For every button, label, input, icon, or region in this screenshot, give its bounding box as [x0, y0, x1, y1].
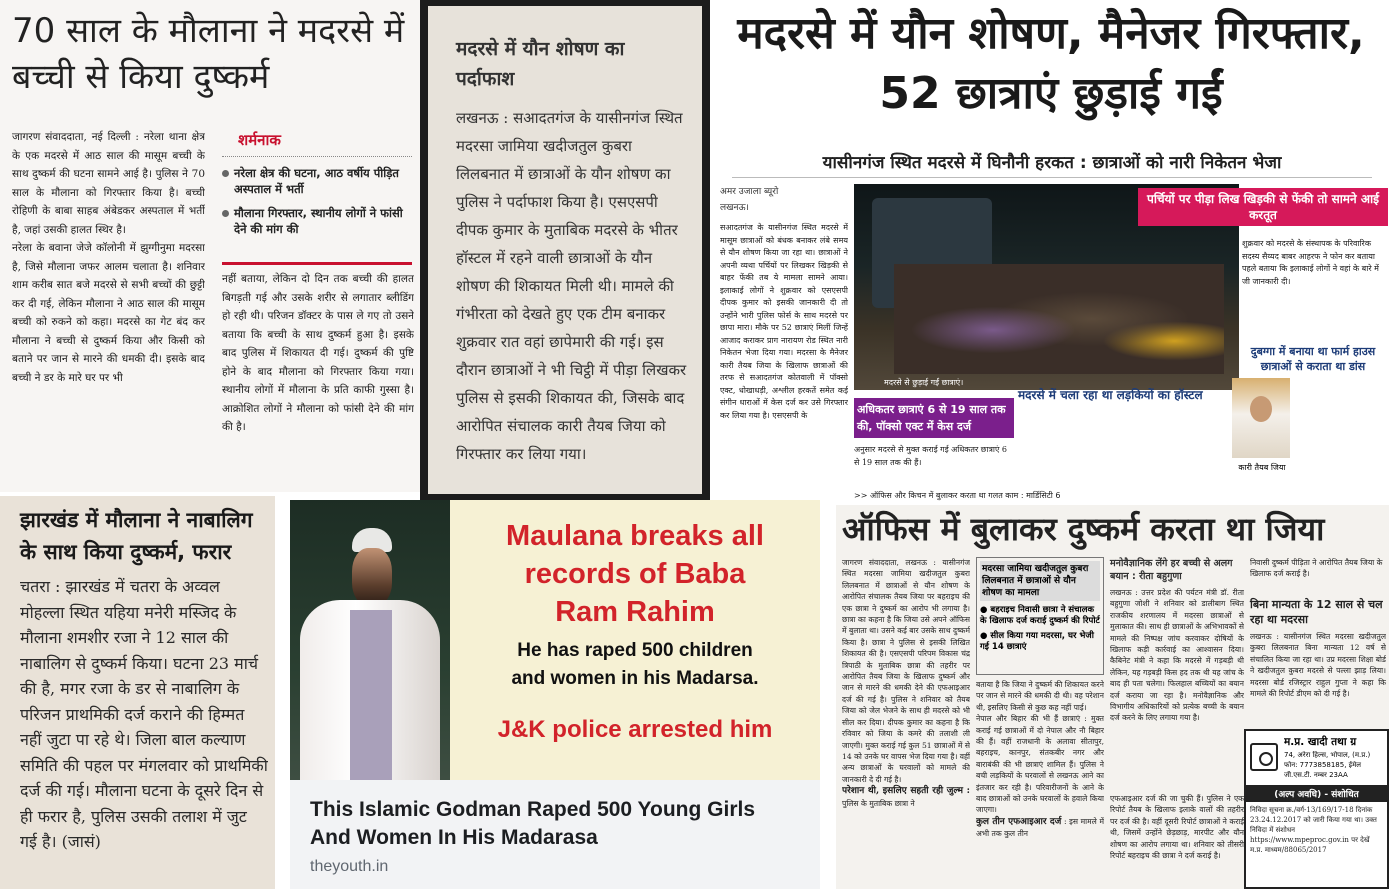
article-body: लखनऊ : सआदतगंज के यासीनगंज स्थित मदरसा जामिया खदीजतुल कुबरा लिलबनात में छात्राओं के यौन शोषण का पुलिस ने पर्दाफाश किया है। एसएसपी दीपक कुमार के मुताबिक मदरसे के भीतर हॉस्टल में रहने वाली छात्राओं के यौन शोषण की शिकायत मिली थी। मामले की गंभीरता को देखते हुए एक टीम बनाकर शुक्रवार रात वहां छापेमारी की गई। इस दौरान छात्राओं ने भी चिट्ठी में पीड़ा लिखकर पुलिस से इसकी शिकायत की, जिसके बाद आरोपित संचालक कारी तैयब जिया को गिरफ्तार कर लिया गया।: [456, 109, 687, 463]
clipping-jagran-narela: [0, 0, 420, 492]
bullet-dot-icon: [222, 210, 229, 217]
column-right: नहीं बताया, लेकिन दो दिन तक बच्ची की हालत बिगड़ती गई और उसके शरीर से लगातार ब्लीडिंग हो रही थी। परिजन डॉक्टर के पास ले गए तो उसने बताया कि बच्ची के साथ दुष्कर्म हुआ है। इसके बाद पुलिस में शिकायत दी गई। दुष्कर्म की पुष्टि होने के बाद मौलाना को गिरफ्तार किया गया। स्थानीय लोगों में मौलाना के प्रति काफी गुस्सा है। आक्रोशित लोगों ने मौलाना को फांसी देने की मांग की है।: [222, 273, 414, 433]
bullet-item: मौलाना गिरफ्तार, स्थानीय लोगों ने फांसी देने की मांग की: [222, 205, 412, 237]
column-a: जागरण संवाददाता, लखनऊ : यासीनगंज स्थित मदरसा जामिया खदीजतुल कुबरा लिलबनात में छात्राओं से यौन शोषण के आरोपित संचालक तैयब जिया पर बहराइच की एक छात्रा ने दुष्कर्म का आरोप भी लगाया है। छात्रा का कहना है कि जिया उसे अपने ऑफिस में बुलाता था। उसने कई बार उसके साथ दुष्कर्म किया है। छात्रा ने पुलिस से इसकी लिखित शिकायत की है। एसएसपी परिपम विकास चंद्र त्रिपाठी के मुताबिक छात्रा की तहरीर पर आरोपित तैयब जिया के खिलाफ दुष्कर्म और जान से मारने की धमकी देने की एफआइआर दर्ज की गई है। पुलिस ने शनिवार को तैयब जिया को जेल भेजने के साथ ही मदरसे को भी सील कर दिया। दीपक कुमार का कहना है कि रविवार को जिया के कमरे की तलाशी ली जाएगी। मुक्त कराई गई कुल 51 छात्राओं में से 14 को उनके घर वापस भेज दिया गया है। वहीं अन्य छात्राओं के घरवालों को मामले की जानकारी दे दी गई है। परेशान थी, इसलिए सहती रही जुल्म : पुलिस के मुताबिक छात्रा ने: [842, 558, 970, 808]
column-hostel: [1018, 404, 1238, 488]
link-source[interactable]: theyouth.in: [310, 858, 389, 875]
clipping-office-jiya: [836, 505, 1389, 889]
column-c-head: मनोवैज्ञानिक लेंगे हर बच्ची से अलग बयान : रीता बहुगुणा: [1110, 558, 1233, 582]
khadi-logo-icon: [1250, 743, 1278, 771]
column-mid: अनुसार मदरसे से मुक्त कराई गई अधिकतर छात्राएं 6 से 19 साल तक की हैं।: [854, 445, 1008, 467]
khadi-ad: म.प्र. खादी तथा ग्र 74, अरेरा हिल्स, भोपाल, (म.प्र.) फोन: 7773858185, ईमेल जी.एस.टी. नम्बर 23AA (अल्प अवधि) - संशोधित निविदा सूचना क्र./वर्ग-13/169/17-18 दिनांक 23.24.12.2017 को जारी किया गया था। उक्त निविदा में संशोधन https://www.mpeproc.gov.in पर देखें म.प्र. माध्यम/88065/2017: [1244, 729, 1389, 889]
city-tag: लखनऊ।: [720, 203, 749, 213]
clipping-jharkhand: [0, 496, 275, 889]
article-body: चतरा : झारखंड में चतरा के अव्वल मोहल्ला स्थित यहिया मनेरी मस्जिद के मौलाना शमशीर रजा ने 12 साल की नाबालिग से दुष्कर्म किया। घटना 23 मार्च की है, मगर रजा के डर से नाबालिग के परिजन प्राथमिकी दर्ज कराने की हिम्मत नहीं जुटा पा रहे थे। जिला बाल कल्याण समिति की पहल पर मंगलवार को प्राथमिकी दर्ज की गई। मौलाना घटना के दूसरे दिन से ही फरार है, पुलिस उसकी तलाश में जुट गई है। (जासं): [20, 577, 268, 851]
box-title: शर्मनाक: [222, 130, 412, 157]
link-title[interactable]: This Islamic Godman Raped 500 Young Girls And Women In His Madarasa: [310, 798, 756, 849]
accused-photo: [1232, 378, 1290, 458]
headline: मदरसे में यौन शोषण का पर्दाफाश: [456, 38, 625, 90]
column-c-continued: एफआइआर दर्ज की जा चुकी हैं। पुलिस ने एक रिपोर्ट तैयब के खिलाफ इलाके वालों की तहरीर पर दर्ज की है। वहीं दूसरी रिपोर्ट छात्राओं ने कराई थी, जिसमें उन्होंने छेड़छाड़, मारपीट और यौन शोषण का आरोप लगाया था। शनिवार को तीसरी रिपोर्ट बहराइच की छात्रा ने दर्ज कराई है।: [1110, 794, 1244, 861]
headline: मदरसे में यौन शोषण, मैनेजर गिरफ्तार, 52 छात्राएं छुड़ाई गईं: [737, 8, 1365, 119]
headline: ऑफिस में बुलाकर दुष्कर्म करता था जिया: [842, 510, 1325, 548]
accused-caption: कारी तैयब जिया: [1238, 463, 1286, 472]
headline-line: records of Baba: [524, 558, 746, 590]
headline: 70 साल के मौलाना ने मदरसे में बच्ची से किया दुष्कर्म: [12, 11, 405, 97]
column-d-body: लखनऊ : यासीनगंज स्थित मदरसा खदीजतुल कुबरा लिलबनात बिना मान्यता 12 वर्ष से संचालित किया जा रहा था। उप्र मदरसा शिक्षा बोर्ड ने खदीजतुल कुबरा मदरसे से पल्ला झाड़ लिया। मदरसा बोर्ड रजिस्ट्रार राहुल गुप्ता ने कहा कि मामले की रिपोर्ट डीएम को दी गई है।: [1250, 632, 1386, 699]
highlight-box: [222, 130, 412, 265]
bullet-item: नरेला क्षेत्र की घटना, आठ वर्षीय पीड़ित अस्पताल में भर्ती: [222, 165, 412, 197]
subline: and women in his Madarsa.: [511, 668, 759, 689]
link-caption-area[interactable]: [290, 780, 820, 889]
subheadline: यासीनगंज स्थित मदरसे में घिनौनी हरकत : छात्राओं को नारी निकेतन भेजा: [732, 150, 1372, 178]
police-line: J&K police arrested him: [497, 716, 773, 743]
subline: He has raped 500 children: [517, 640, 753, 661]
photo-caption: मदरसे से छुड़ाई गईं छात्राएं।: [884, 378, 964, 387]
cleric-photo: [290, 500, 450, 780]
clipping-paper: [428, 6, 702, 494]
farmhouse-subhead: दुबग्गा में बनाया था फार्म हाउस छात्राओं से कराता था डांस: [1250, 345, 1376, 373]
info-box: मदरसा जामिया खदीजतुल कुबरा लिलबनात में छात्राओं से यौन शोषण का मामला ● बहराइच निवासी छात्रा ने संचालक के खिलाफ दर्ज कराई दुष्कर्म की रिपोर्ट ● सील किया गया मदरसा, घर भेजी गई 14 छात्राएं: [976, 557, 1104, 675]
cleric-face: [352, 548, 392, 606]
headline-line: Ram Rahim: [555, 596, 715, 628]
age-box: अधिकतर छात्राएं 6 से 19 साल तक की, पॉक्सो एक्ट में केस दर्ज: [854, 398, 1014, 438]
bullet-item: ● सील किया गया मदरसा, घर भेजी गई 14 छात्राएं: [980, 631, 1094, 652]
byline: अमर उजाला ब्यूरो: [720, 187, 779, 197]
bullet-dot-icon: [222, 170, 229, 177]
photo-crowd: [894, 264, 1224, 374]
column-left: [12, 128, 205, 486]
photo-banner: पर्चियों पर पीड़ा लिख खिड़की से फेंकी तो सामने आई करतूत: [1138, 188, 1388, 226]
social-card-theyouth[interactable]: [290, 500, 820, 889]
clipping-amar-ujala: [712, 0, 1389, 505]
column-c: लखनऊ : उत्तर प्रदेश की पर्यटन मंत्री डॉ. रीता बहुगुणा जोशी ने शनिवार को डालीबाग स्थित राजकीय शरणालय में मदरसा छात्राओं से मुलाकात की। साथ ही छात्राओं के अभिभावकों से मामले की निष्पक्ष जांच करवाकर दोषियों के खिलाफ कड़ी कार्रवाई का आश्वासन दिया। कैबिनेट मंत्री ने कहा कि मदरसे में गड़बड़ी थी लेकिन, यह गड़बड़ी किस हद तक थी यह जांच के बाद ही पता चलेगा। फिलहाल बच्चियों का बयान दर्ज कराया जा रहा है। मनोवैज्ञानिक और विभागीय अधिकारियों को प्रत्येक बच्ची के बयान दर्ज करने के लिए लगाया गया है।: [1110, 588, 1244, 723]
headline-area: [450, 500, 820, 780]
clipping-lucknow-expose: [420, 0, 710, 500]
second-paragraph: नरेला के बवाना जेजे कॉलोनी में झुग्गीनुमा मदरसा है, जिसे मौलाना जफर आलम चलाता है। शनिवार शाम करीब सात बजे मदरसे से सभी बच्चों की छुट्टी कर दी गई, लेकिन मौलाना ने आठ साल की मासूम बच्ची को रुकने को कहा। मदरसे का गेट बंद कर मौलाना ने बच्ची से दुष्कर्म किया और किसी को बताने पर जान से मारने की धमकी दी। इसके बाद बच्ची ने डर के मारे घर पर भी: [12, 242, 205, 384]
headline: झारखंड में मौलाना ने नाबालिग के साथ किया दुष्कर्म, फरार: [20, 508, 253, 564]
footer-link: >> ऑफिस और किचन में बुलाकर करता था गलत काम : मार्डिसिटी 6: [854, 491, 1061, 500]
headline-line: Maulana breaks all: [506, 520, 764, 552]
bullet-item: ● बहराइच निवासी छात्रा ने संचालक के खिलाफ दर्ज कराई दुष्कर्म की रिपोर्ट: [980, 605, 1100, 626]
ad-band: (अल्प अवधि) - संशोधित: [1246, 785, 1387, 802]
column-d-head: बिना मान्यता के 12 साल से चल रहा था मदरसा: [1250, 598, 1383, 626]
hostel-subhead: मदरसे में चला रहा था लड़कियों का हॉस्टल: [1018, 388, 1203, 402]
column-right: शुक्रवार को मदरसे के संस्थापक के परिवारिक सदस्य सैय्यद बाबर आहरफ ने फोन कर बताया पहले बताया कि इलाकाई लोगों ने वहां के बारे में जी जानकारी दी।: [1242, 239, 1379, 286]
column-left: सआदतगंज के यासीनगंज स्थित मदरसे में मासूम छात्राओं को बंधक बनाकर लंबे समय से यौन शोषण किया जा रहा था। छात्राओं ने अपनी व्यथा पर्चियों पर लिखकर खिड़की से बाहर फेंकी तब ये मामला सामने आया। इलाकाई लोगों ने शुक्रवार को एसएसपी दीपक कुमार को इसकी जानकारी दी तो उन्होंने भारी पुलिस फोर्स के साथ मदरसे पर छापा मारा। मौके पर 52 छात्राएं मिलीं जिन्हें आजाद कराकर प्राग नारायण रोड स्थित नारी निकेतन भेजा दिया गया। मदरसा के मैनेजर कारी तैयब जिया के खिलाफ छात्राओं की तरफ से सआदतगंज कोतवाली में पॉक्सो एक्ट, धोखाधड़ी, अश्लील हरकतें समेत कई संगीन धाराओं में केस दर्ज कर उसे गिरफ्तार कर लिया गया है। एसएसपी के: [720, 223, 848, 420]
accused-face: [1250, 396, 1272, 422]
column-d: निवासी दुष्कर्म पीड़िता ने आरोपित तैयब जिया के खिलाफ दर्ज कराई है।: [1250, 558, 1383, 579]
cleric-robe: [350, 610, 392, 780]
dateline-paragraph: जागरण संवाददाता, नई दिल्ली : नरेला थाना क्षेत्र के एक मदरसे में आठ साल की मासूम बच्ची के साथ दुष्कर्म की घटना सामने आई है। पुलिस ने 70 साल के मौलाना को गिरफ्तार किया है। बच्ची रोहिणी के बाबा साहब अंबेडकर अस्पताल में भर्ती है, जहां उसकी हालत स्थिर है।: [12, 131, 205, 236]
column-b: बताया है कि जिया ने दुष्कर्म की शिकायत करने पर जान से मारने की धमकी दी थी। वह परेशान थी, इसलिए किसी से कुछ कह नहीं पाई। नेपाल और बिहार की भी हैं छात्राएं : मुक्त कराई गई छात्राओं में दो नेपाल और नौ बिहार की हैं। वहीं राजधानी के अलावा सीतापुर, बहराइच, कानपुर, संतकबीर नगर और बाराबंकी की भी छात्राएं शामिल हैं। पुलिस ने बची लड़कियों के घरवालों से लखनऊ आने का इंतजार कर रही है। परिवारीजनों के आने के बाद छात्राओं को उनके घरवालों के हवाले किया जाएगा। कुल तीन एफआइआर दर्ज : इस मामले में अभी तक कुल तीन: [976, 680, 1104, 839]
